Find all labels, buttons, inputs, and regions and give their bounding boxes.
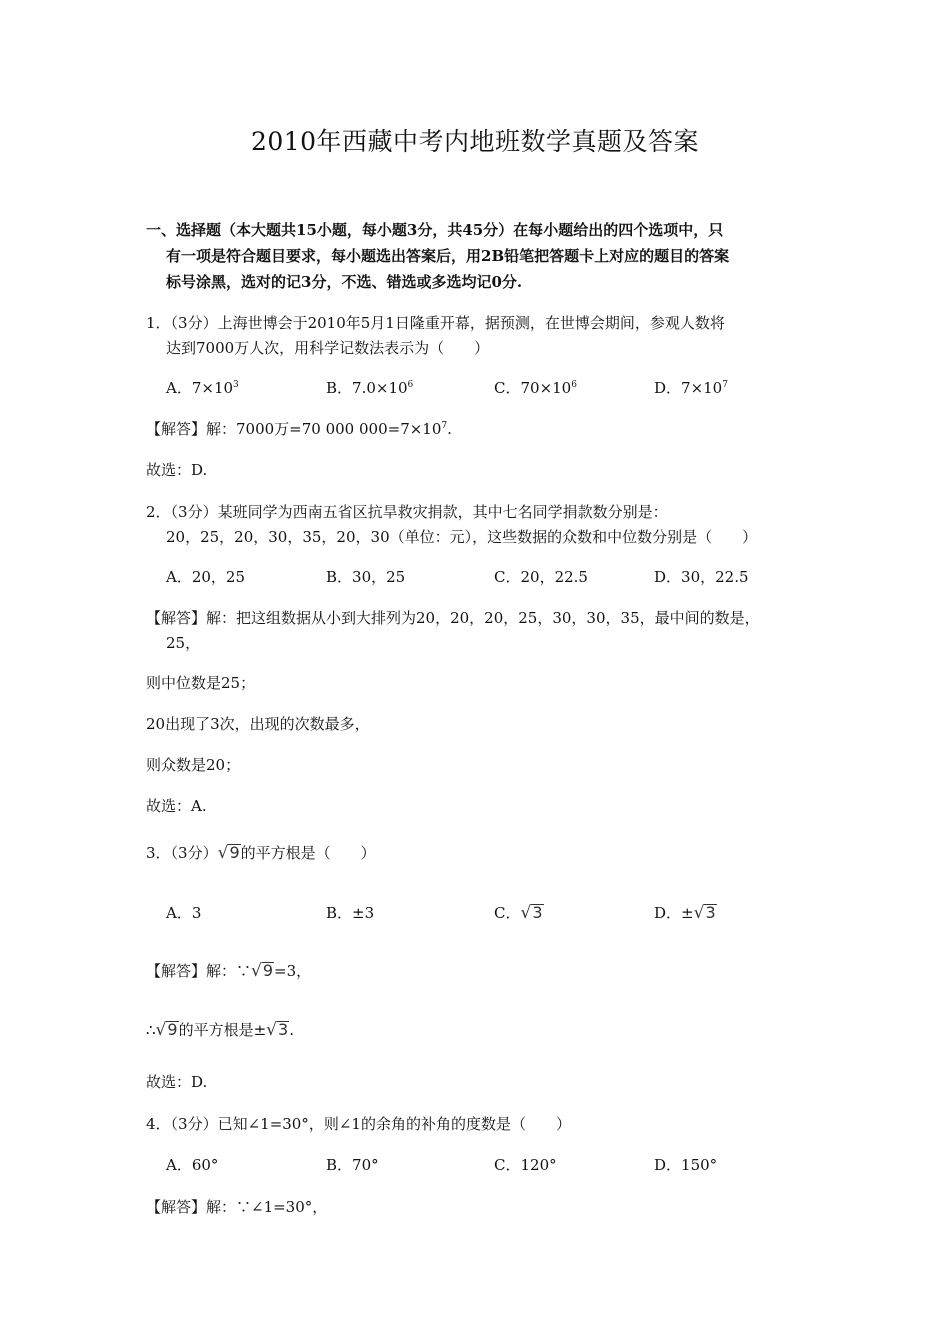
q2-option-b: B．30，25 [326,568,406,586]
q1-choice: 故选：D. [146,461,208,479]
q1-option-b: B．$7.0\times 10^6$ [326,379,414,397]
q1-answer: 【解答】解：7000万=70 000 $000=7\times 10^7$. [146,420,452,438]
q4-option-c: C．120° [494,1156,557,1174]
q4-stem: 4．（3分）已知∠1=30°，则∠1的余角的补角的度数是（ ） [146,1115,571,1133]
q3-option-d: D．±√3 [654,903,716,923]
sqrt-9-expression: √9 [155,1020,178,1040]
q3-stem: 3．（3分）√9的平方根是（ ） [146,843,376,863]
q2-median-line: 则中位数是25； [146,674,256,692]
q1-option-d: D．$7\times 10^7$ [654,379,728,397]
q2-frequency-line: 20出现了3次，出现的次数最多， [146,715,370,733]
sqrt-9-expression: √9 [217,843,240,863]
section-heading-line-2: 有一项是符合题目要求，每小题选出答案后，用2B铅笔把答题卡上对应的题目的答案 [166,247,730,265]
q2-answer-line-2: 25， [166,634,201,652]
section-heading-line-3: 标号涂黑，选对的记3分，不选、错选或多选均记0分. [166,273,523,291]
q1-option-a: A．$7\times 10^3$ [166,379,239,397]
q3-answer: 【解答】解：∵√9=3， [146,961,312,981]
q1-option-c: C．$70\times 10^6$ [494,379,577,397]
q2-stem-line-2: 20，25，20，30，35，20，30（单位：元），这些数据的众数和中位数分别是（ ） [166,528,758,546]
q4-option-d: D．150° [654,1156,718,1174]
sqrt-9-expression: √9 [251,961,274,981]
q3-conclusion: ∴√9的平方根是±√3. [146,1020,294,1040]
q2-option-d: D．30，22.5 [654,568,749,586]
q4-answer: 【解答】解：∵∠1=30°， [146,1198,328,1216]
q2-choice: 故选：A. [146,797,207,815]
q3-option-b: B．±3 [326,904,375,922]
q4-option-a: A．60° [166,1156,219,1174]
q3-option-c: C．√3 [494,903,543,923]
q3-option-a: A．3 [166,904,202,922]
sqrt-3-expression: √3 [693,903,716,923]
page-title: 2010年西藏中考内地班数学真题及答案 [250,127,700,156]
q2-option-c: C．20，22.5 [494,568,588,586]
q2-mode-line: 则众数是20； [146,756,241,774]
section-heading-line-1: 一、选择题（本大题共15小题，每小题3分，共45分）在每小题给出的四个选项中，只 [146,221,724,239]
q2-answer-line-1: 【解答】解：把这组数据从小到大排列为20，20，20，25，30，30，35，最中间的数是， [146,609,760,627]
q2-option-a: A．20，25 [166,568,246,586]
q2-stem-line-1: 2．（3分）某班同学为西南五省区抗旱救灾捐款，其中七名同学捐款数分别是： [146,503,668,521]
q4-option-b: B．70° [326,1156,379,1174]
sqrt-3-expression: √3 [520,903,543,923]
sqrt-3-expression: √3 [266,1020,289,1040]
q1-stem-line-2: 达到7000万人次，用科学记数法表示为（ ） [166,339,490,357]
q1-stem-line-1: 1．（3分）上海世博会于2010年5月1日隆重开幕，据预测，在世博会期间，参观人数将 [146,314,725,332]
q3-choice: 故选：D. [146,1073,208,1091]
